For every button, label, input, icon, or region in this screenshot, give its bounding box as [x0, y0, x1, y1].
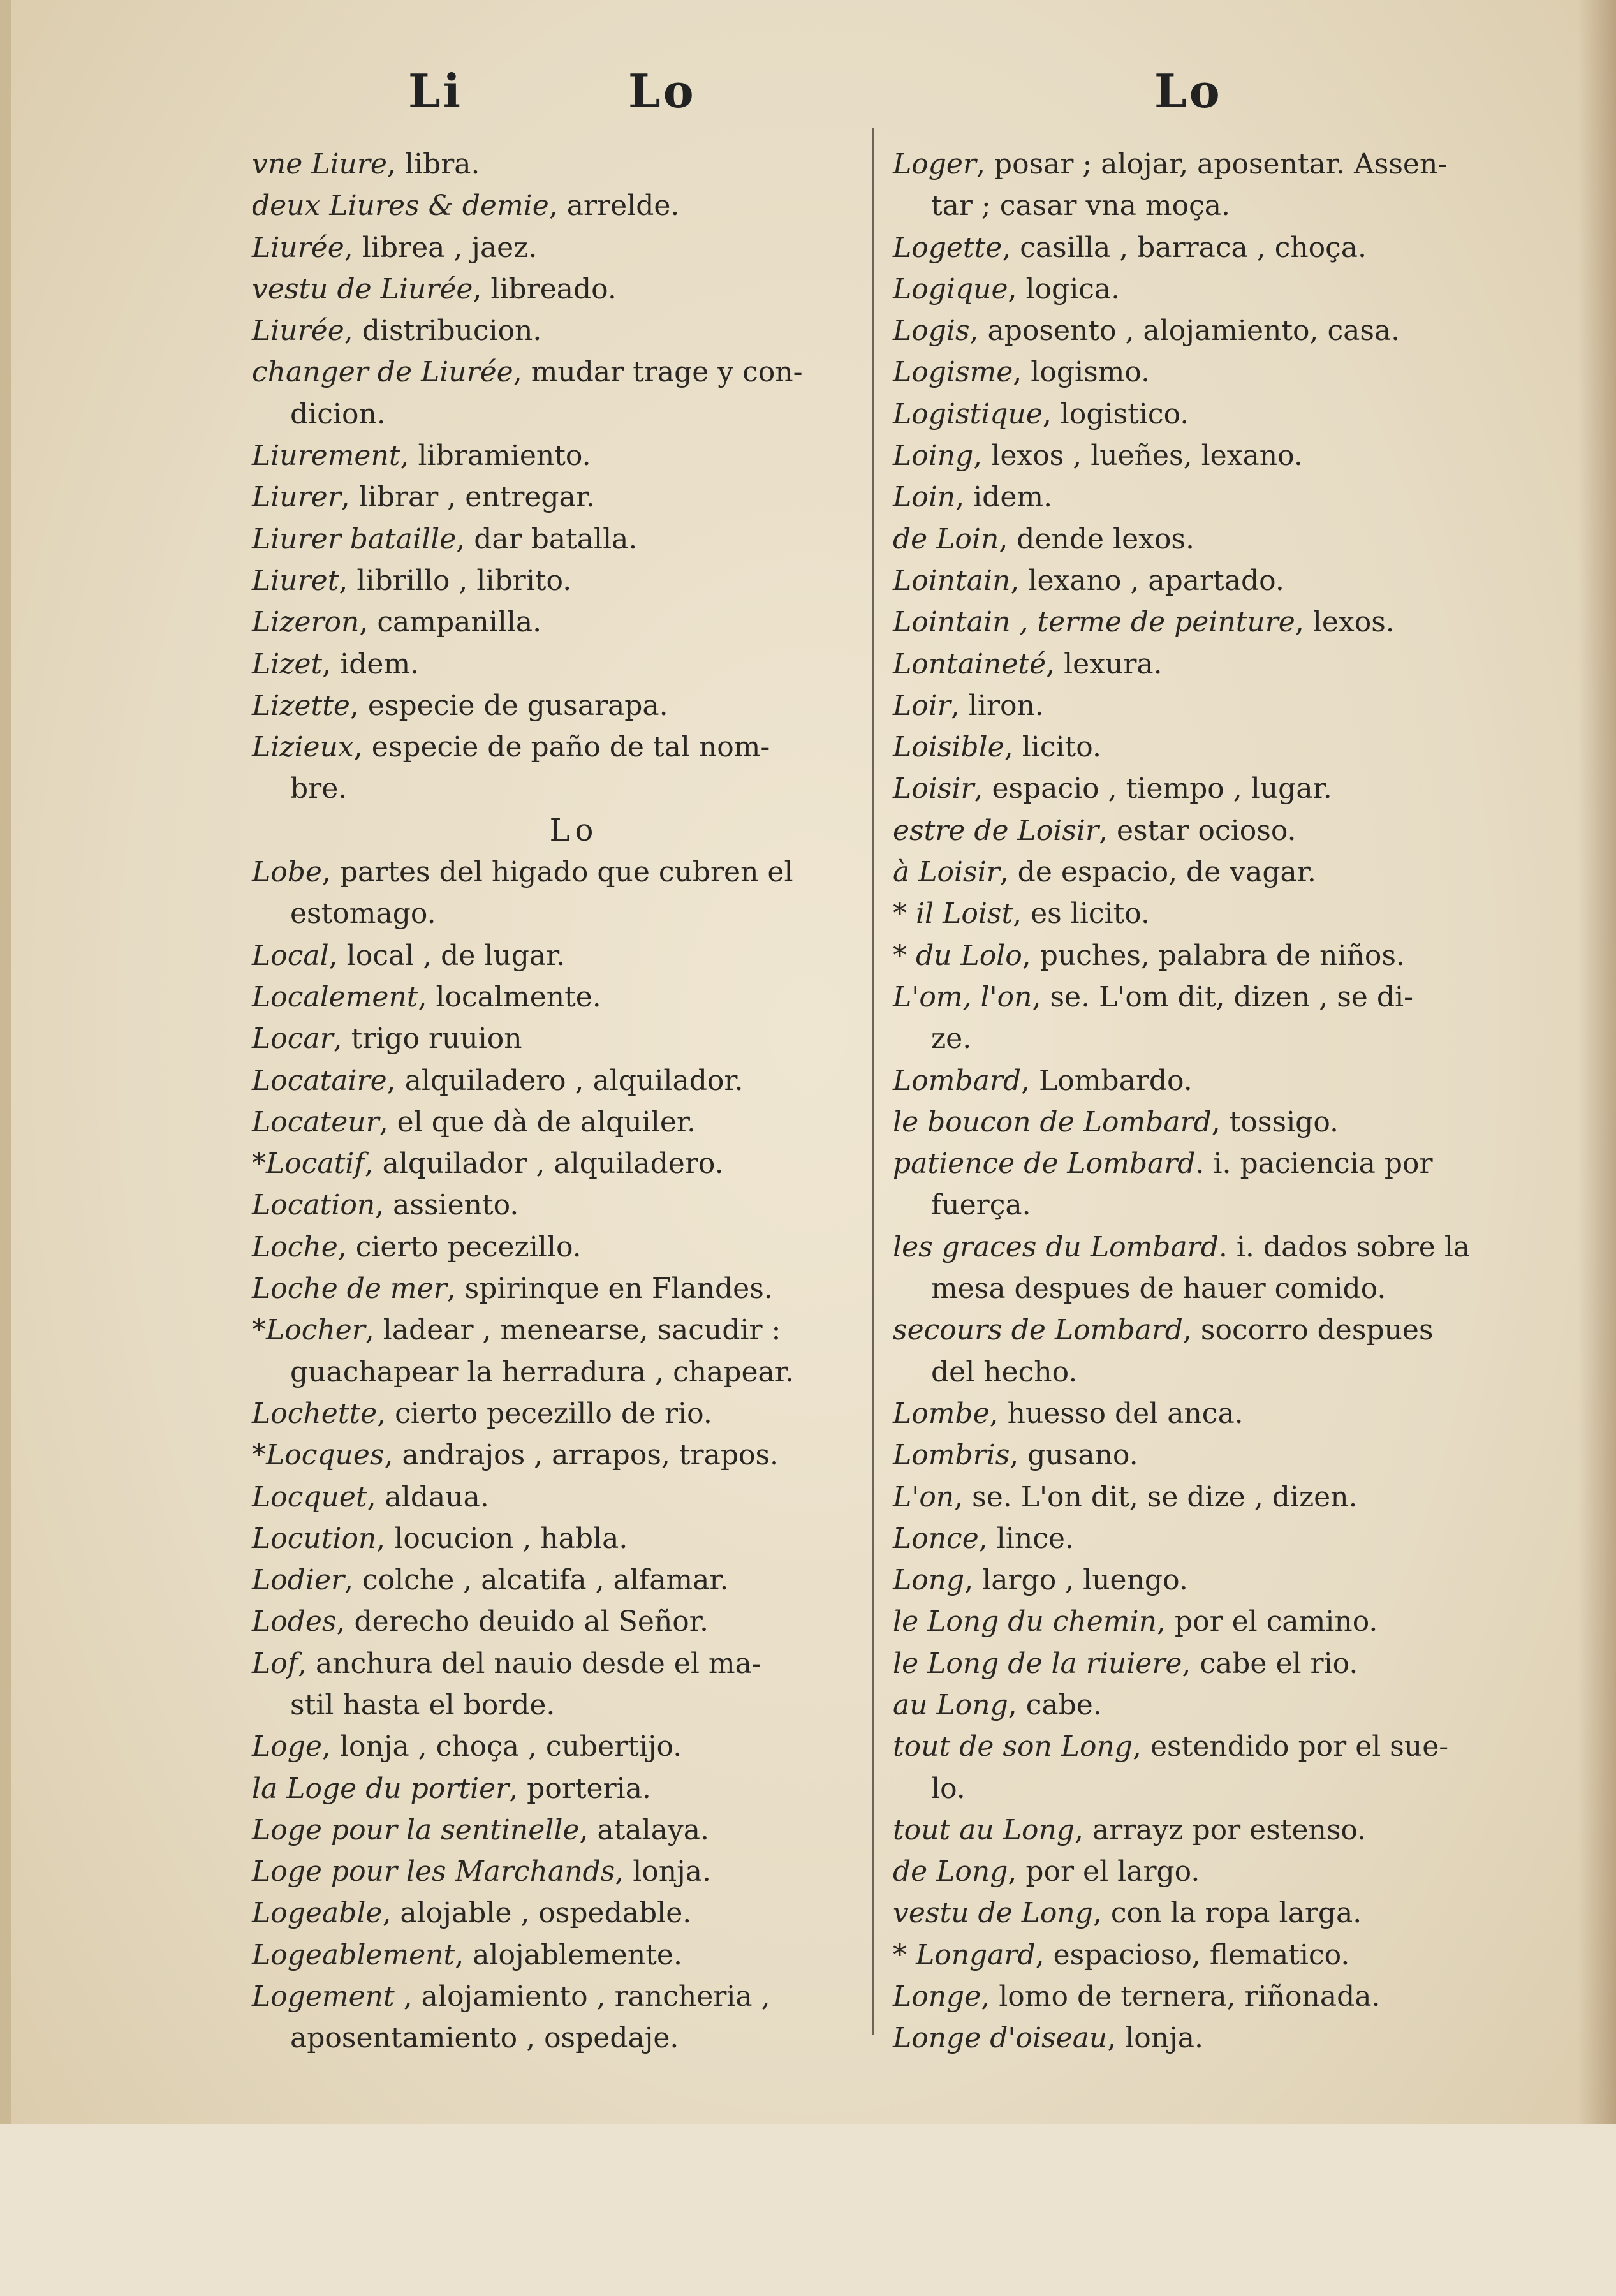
- dictionary-entry: [893, 394, 1537, 435]
- definition: , espacio , tiempo , lugar.: [974, 772, 1332, 806]
- dictionary-entry: [252, 310, 896, 351]
- definition: , se. L'om dit, dizen , se di-: [1032, 980, 1413, 1013]
- headword: Loin: [893, 481, 956, 514]
- definition: mesa despues de hauer comido.: [931, 1272, 1386, 1306]
- headword: Loge: [252, 1730, 322, 1763]
- definition: tar ; casar vna moça.: [931, 189, 1230, 223]
- running-head-right-lo: Lo: [1154, 64, 1223, 118]
- dictionary-entry: [893, 810, 1537, 851]
- headword: le Long du chemin: [893, 1605, 1157, 1638]
- definition: , el que dà de alquiler.: [379, 1105, 696, 1138]
- dictionary-entry: [893, 435, 1537, 476]
- headword: le boucon de Lombard: [893, 1105, 1212, 1138]
- dictionary-entry: [252, 1518, 896, 1559]
- headword: estre de Loisir: [893, 814, 1099, 847]
- definition: , lexano , apartado.: [1010, 564, 1284, 597]
- definition: , lexura.: [1046, 647, 1163, 681]
- definition: bre.: [290, 772, 348, 806]
- dictionary-entry: [252, 351, 896, 393]
- definition: , de espacio, de vagar.: [999, 856, 1316, 889]
- dictionary-entry: [252, 1601, 896, 1642]
- definition: , spirinque en Flandes.: [446, 1272, 773, 1306]
- headword: Locateur: [252, 1105, 379, 1138]
- definition: , Lombardo.: [1021, 1064, 1193, 1097]
- headword: L'om, l'on: [893, 980, 1032, 1013]
- headword: Lonce: [893, 1522, 979, 1555]
- definition: , librillo , librito.: [339, 564, 572, 597]
- scan-margin-bottom: [0, 2124, 1616, 2296]
- dictionary-entry: [893, 685, 1537, 726]
- definition: , estar ocioso.: [1099, 814, 1296, 847]
- dictionary-entry: [893, 1851, 1537, 1892]
- dictionary-entry: [252, 1268, 896, 1309]
- entry-continuation: [893, 1268, 1537, 1309]
- dictionary-entry: [893, 1226, 1537, 1268]
- dictionary-entry: [252, 1226, 896, 1268]
- headword: Locar: [252, 1022, 334, 1056]
- right-column: [893, 144, 1537, 2059]
- definition: , es licito.: [1013, 897, 1150, 931]
- dictionary-entry: [252, 644, 896, 685]
- definition: , alojamiento , rancheria ,: [394, 1980, 770, 2013]
- definition: , logismo.: [1013, 356, 1150, 389]
- headword: Local: [252, 939, 329, 972]
- dictionary-entry: [252, 1143, 896, 1184]
- dictionary-entry: [893, 227, 1537, 269]
- dictionary-entry: [893, 1559, 1537, 1601]
- definition: , dende lexos.: [999, 522, 1195, 556]
- dictionary-entry: [252, 935, 896, 976]
- definition: , cabe el rio.: [1182, 1647, 1358, 1680]
- definition: , aposento , alojamiento, casa.: [969, 314, 1400, 348]
- headword: Lizeron: [252, 606, 360, 639]
- headword: Lointain: [893, 564, 1011, 597]
- headword: * du Lolo: [893, 939, 1022, 972]
- dictionary-entry: [252, 435, 896, 476]
- dictionary-entry: [893, 1060, 1537, 1101]
- dictionary-entry: [893, 1601, 1537, 1642]
- section-heading: Lo: [549, 812, 599, 848]
- definition: , licito.: [1004, 731, 1101, 764]
- dictionary-entry: [252, 1559, 896, 1601]
- headword: Locquet: [252, 1480, 367, 1513]
- headword: Liurement: [252, 439, 400, 473]
- definition: , espacioso, flematico.: [1035, 1938, 1350, 1971]
- definition: , especie de gusarapa.: [349, 689, 668, 722]
- definition: , alojable , ospedable.: [382, 1897, 692, 1930]
- definition: , assiento.: [375, 1189, 519, 1222]
- headword: au Long: [893, 1688, 1008, 1721]
- headword: Lobe: [252, 856, 322, 889]
- headword: Lodes: [252, 1605, 337, 1638]
- dictionary-entry: [893, 476, 1537, 518]
- headword: Localement: [252, 980, 418, 1013]
- definition: , arrelde.: [548, 189, 680, 223]
- dictionary-entry: [893, 893, 1537, 934]
- headword: Lombe: [893, 1397, 990, 1430]
- headword: Lodier: [252, 1564, 345, 1597]
- definition: , posar ; alojar, aposentar. Assen-: [976, 148, 1448, 180]
- headword: Liurée: [252, 231, 344, 264]
- dictionary-entry: [893, 269, 1537, 310]
- headword: *Locher: [252, 1314, 365, 1347]
- dictionary-entry: [893, 976, 1537, 1018]
- dictionary-entry: [252, 1309, 896, 1351]
- dictionary-entry: [893, 935, 1537, 976]
- page-edge-left: [0, 0, 11, 2124]
- definition: , trigo ruuion: [333, 1022, 522, 1056]
- definition: , logica.: [1008, 272, 1120, 305]
- definition: , ladear , menearse, sacudir :: [365, 1314, 781, 1347]
- headword: Logette: [893, 231, 1003, 264]
- headword: Loir: [893, 689, 951, 722]
- definition: , local , de lugar.: [328, 939, 566, 972]
- headword: Longe: [893, 1980, 981, 2013]
- dictionary-entry: [252, 1726, 896, 1767]
- definition: , lonja.: [1107, 2022, 1203, 2055]
- running-head-left-lo: Lo: [628, 64, 696, 118]
- headword: *Locques: [252, 1439, 385, 1472]
- headword: Logisme: [893, 356, 1013, 389]
- headword: vne Liure: [252, 148, 387, 180]
- definition: , puches, palabra de niños.: [1022, 939, 1405, 972]
- dictionary-entry: [893, 768, 1537, 809]
- definition: , distribucion.: [344, 314, 542, 348]
- dictionary-entry: [893, 1434, 1537, 1476]
- headword: changer de Liurée: [252, 356, 513, 389]
- definition: , con la ropa larga.: [1092, 1897, 1362, 1930]
- left-column: [252, 144, 896, 2059]
- dictionary-entry: [893, 1101, 1537, 1143]
- definition: , tossigo.: [1211, 1105, 1339, 1138]
- headword: Lombris: [893, 1439, 1010, 1472]
- headword: Liurer bataille: [252, 522, 457, 556]
- dictionary-entry: [893, 601, 1537, 643]
- definition: , derecho deuido al Señor.: [336, 1605, 709, 1638]
- dictionary-entry: [252, 1934, 896, 1976]
- headword: patience de Lombard: [893, 1147, 1196, 1181]
- headword: Loche de mer: [252, 1272, 447, 1306]
- entry-continuation: [893, 1018, 1537, 1059]
- headword: Liuret: [252, 564, 339, 597]
- definition: , partes del higado que cubren el: [321, 856, 793, 889]
- dictionary-entry: [893, 1809, 1537, 1851]
- definition: , mudar trage y con-: [513, 356, 803, 389]
- headword: * il Loist: [893, 897, 1013, 931]
- definition: fuerça.: [931, 1189, 1031, 1222]
- headword: deux Liures & demie: [252, 189, 549, 223]
- entry-continuation: [252, 2017, 896, 2059]
- dictionary-entry: [893, 310, 1537, 351]
- dictionary-entry: [252, 1892, 896, 1934]
- definition: del hecho.: [931, 1355, 1078, 1388]
- dictionary-entry: [252, 1393, 896, 1434]
- headword: Logement: [252, 1980, 395, 2013]
- dictionary-entry: [252, 685, 896, 726]
- headword: tout de son Long: [893, 1730, 1133, 1763]
- dictionary-entry: [252, 269, 896, 310]
- headword: Lontaineté: [893, 647, 1047, 681]
- dictionary-entry: [252, 1851, 896, 1892]
- entry-continuation: [252, 394, 896, 435]
- headword: Lointain , terme de peinture: [893, 606, 1295, 639]
- definition: , lonja , choça , cubertijo.: [321, 1730, 682, 1763]
- definition: , estendido por el sue-: [1132, 1730, 1449, 1763]
- entry-continuation: [252, 1684, 896, 1726]
- headword: Location: [252, 1189, 376, 1222]
- definition: , anchura del nauio desde el ma-: [298, 1647, 761, 1680]
- dictionary-entry: [252, 560, 896, 601]
- headword: Longe d'oiseau: [893, 2022, 1108, 2055]
- headword: Lizieux: [252, 731, 354, 764]
- definition: , lonja.: [615, 1855, 711, 1888]
- definition: , librar , entregar.: [341, 481, 595, 514]
- dictionary-entry: [252, 1809, 896, 1851]
- dictionary-entry: [252, 976, 896, 1018]
- headword: tout au Long: [893, 1813, 1075, 1846]
- dictionary-entry: [252, 726, 896, 768]
- headword: Lizet: [252, 647, 323, 681]
- definition: , casilla , barraca , choça.: [1002, 231, 1367, 264]
- headword: de Long: [893, 1855, 1008, 1888]
- entry-continuation: [252, 768, 896, 809]
- definition: , libra.: [386, 148, 480, 180]
- dictionary-entry: [252, 1184, 896, 1226]
- dictionary-entry: [893, 851, 1537, 893]
- dictionary-entry: [893, 1143, 1537, 1184]
- definition: , especie de paño de tal nom-: [353, 731, 770, 764]
- headword: la Loge du portier: [252, 1772, 510, 1805]
- definition: , dar batalla.: [456, 522, 638, 556]
- headword: Lochette: [252, 1397, 378, 1430]
- definition: , libreado.: [473, 272, 617, 305]
- dictionary-entry: [893, 1476, 1537, 1518]
- definition: , lomo de ternera, riñonada.: [981, 1980, 1381, 2013]
- entry-continuation: [893, 185, 1537, 226]
- headword: vestu de Liurée: [252, 272, 473, 305]
- definition: stil hasta el borde.: [290, 1688, 555, 1721]
- headword: Loisir: [893, 772, 974, 806]
- headword: les graces du Lombard: [893, 1230, 1219, 1263]
- headword: Lof: [252, 1647, 298, 1680]
- headword: Loger: [893, 148, 976, 180]
- dictionary-entry: [252, 476, 896, 518]
- definition: , idem.: [955, 481, 1053, 514]
- headword: Locution: [252, 1522, 377, 1555]
- definition: aposentamiento , ospedaje.: [290, 2022, 679, 2055]
- headword: Lizette: [252, 689, 350, 722]
- headword: secours de Lombard: [893, 1314, 1183, 1347]
- definition: , cierto pecezillo de rio.: [377, 1397, 712, 1430]
- definition: , idem.: [322, 647, 420, 681]
- dictionary-entry: [893, 1393, 1537, 1434]
- headword: *Locatif: [252, 1147, 365, 1181]
- dictionary-entry: [893, 1976, 1537, 2017]
- definition: , aldaua.: [367, 1480, 489, 1513]
- dictionary-entry: [252, 185, 896, 226]
- definition: , cierto pecezillo.: [337, 1230, 582, 1263]
- definition: dicion.: [290, 397, 386, 430]
- dictionary-entry: [252, 1476, 896, 1518]
- definition: , localmente.: [418, 980, 601, 1013]
- dictionary-entry: [893, 1643, 1537, 1684]
- definition: , liron.: [950, 689, 1044, 722]
- definition: , locucion , habla.: [376, 1522, 628, 1555]
- definition: . i. dados sobre la: [1218, 1230, 1471, 1263]
- dictionary-entry: [252, 1101, 896, 1143]
- definition: , lexos , lueñes, lexano.: [973, 439, 1303, 473]
- dictionary-entry: [252, 1643, 896, 1684]
- definition: , libramiento.: [400, 439, 591, 473]
- dictionary-entry: [893, 2017, 1537, 2059]
- dictionary-entry: [893, 1934, 1537, 1976]
- definition: , por el camino.: [1156, 1605, 1378, 1638]
- entry-continuation: [893, 1351, 1537, 1393]
- dictionary-entry: [893, 1518, 1537, 1559]
- headword: Logeablement: [252, 1938, 455, 1971]
- headword: à Loisir: [893, 856, 1000, 889]
- dictionary-entry: [893, 1309, 1537, 1351]
- headword: Lombard: [893, 1064, 1022, 1097]
- definition: , alquilador , alquiladero.: [364, 1147, 724, 1181]
- running-head-left-li: Li: [408, 64, 463, 118]
- dictionary-entry: [252, 1434, 896, 1476]
- headword: vestu de Long: [893, 1897, 1093, 1930]
- headword: Loisible: [893, 731, 1004, 764]
- definition: , lexos.: [1295, 606, 1395, 639]
- dictionary-entry: [252, 851, 896, 893]
- definition: , librea , jaez.: [344, 231, 538, 264]
- headword: * Longard: [893, 1938, 1036, 1971]
- entry-continuation: [252, 893, 896, 934]
- dictionary-entry: [893, 1726, 1537, 1767]
- definition: , porteria.: [509, 1772, 651, 1805]
- dictionary-entry: [252, 1768, 896, 1809]
- definition: lo.: [931, 1772, 966, 1805]
- entry-continuation: [893, 1184, 1537, 1226]
- definition: , largo , luengo.: [964, 1564, 1188, 1597]
- headword: Logis: [893, 314, 970, 348]
- headword: Logique: [893, 272, 1008, 305]
- definition: , atalaya.: [579, 1813, 709, 1846]
- definition: , gusano.: [1010, 1439, 1138, 1472]
- definition: , cabe.: [1008, 1688, 1102, 1721]
- dictionary-entry: [252, 227, 896, 269]
- entry-continuation: [252, 1351, 896, 1393]
- dictionary-entry: [893, 144, 1537, 185]
- definition: , socorro despues: [1182, 1314, 1434, 1347]
- definition: . i. paciencia por: [1195, 1147, 1433, 1181]
- definition: , andrajos , arrapos, trapos.: [384, 1439, 779, 1472]
- headword: L'on: [893, 1480, 955, 1513]
- definition: , arrayz por estenso.: [1074, 1813, 1367, 1846]
- page-edge-right: [1578, 0, 1616, 2124]
- definition: , alquiladero , alquilador.: [386, 1064, 744, 1097]
- headword: Loge pour la sentinelle: [252, 1813, 580, 1846]
- dictionary-entry: [893, 519, 1537, 560]
- headword: Long: [893, 1564, 965, 1597]
- definition: ze.: [931, 1022, 972, 1056]
- definition: , colche , alcatifa , alfamar.: [344, 1564, 729, 1597]
- headword: Liurée: [252, 314, 344, 348]
- dictionary-entry: [893, 560, 1537, 601]
- dictionary-entry: [893, 726, 1537, 768]
- headword: Loche: [252, 1230, 338, 1263]
- headword: Loge pour les Marchands: [252, 1855, 615, 1888]
- definition: , se. L'on dit, se dize , dizen.: [954, 1480, 1358, 1513]
- headword: Logistique: [893, 397, 1043, 430]
- definition: , huesso del anca.: [989, 1397, 1244, 1430]
- dictionary-entry: [252, 144, 896, 185]
- headword: Locataire: [252, 1064, 387, 1097]
- dictionary-entry: [893, 351, 1537, 393]
- definition: guachapear la herradura , chapear.: [290, 1355, 794, 1388]
- dictionary-entry: [252, 601, 896, 643]
- dictionary-entry: [252, 1976, 896, 2017]
- entry-continuation: [893, 1768, 1537, 1809]
- dictionary-entry: [893, 1684, 1537, 1726]
- headword: le Long de la riuiere: [893, 1647, 1182, 1680]
- headword: Logeable: [252, 1897, 383, 1930]
- definition: , por el largo.: [1008, 1855, 1200, 1888]
- definition: , campanilla.: [359, 606, 542, 639]
- headword: Liurer: [252, 481, 341, 514]
- dictionary-entry: [252, 1060, 896, 1101]
- dictionary-entry: [893, 1892, 1537, 1934]
- dictionary-entry: [893, 644, 1537, 685]
- headword: de Loin: [893, 522, 999, 556]
- definition: , logistico.: [1042, 397, 1189, 430]
- dictionary-entry: [252, 1018, 896, 1059]
- definition: , alojablemente.: [455, 1938, 682, 1971]
- definition: , lince.: [978, 1522, 1074, 1555]
- headword: Loing: [893, 439, 974, 473]
- definition: estomago.: [290, 897, 436, 931]
- dictionary-entry: [252, 519, 896, 560]
